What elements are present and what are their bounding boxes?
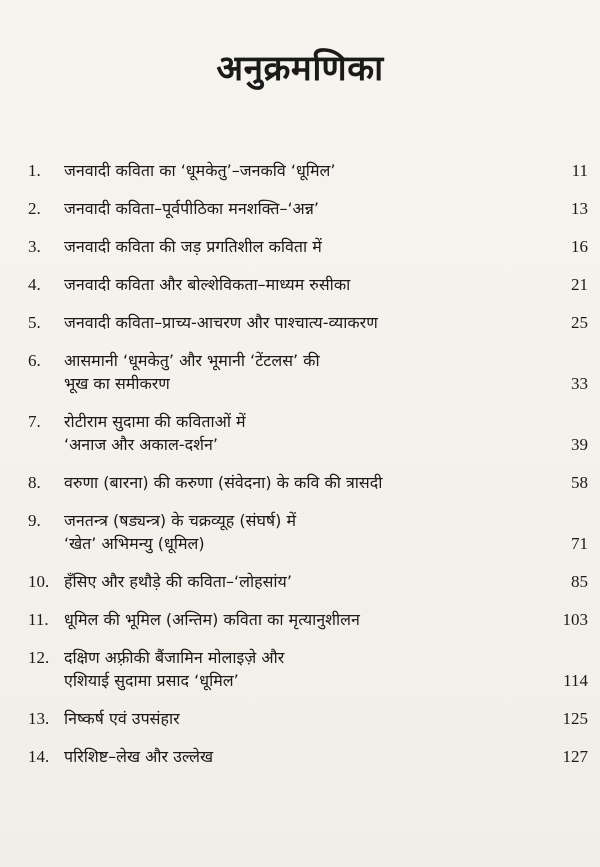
entry-title-line: ‘अनाज और अकाल-दर्शन’	[64, 435, 218, 454]
entry-title	[64, 410, 494, 456]
page-title: अनुक्रमणिका	[216, 49, 384, 89]
entry-page-number: 58	[571, 473, 588, 492]
toc-entry	[28, 471, 588, 494]
entry-title	[64, 509, 494, 555]
toc-entry	[28, 608, 588, 631]
entry-title-line: जनवादी कविता और बोल्शेविकता–माध्यम रुसीका	[64, 275, 351, 294]
entry-title-line: भूख का समीकरण	[64, 374, 170, 393]
entry-title	[64, 273, 494, 296]
entry-number: 13.	[28, 709, 50, 728]
entry-page-number: 39	[571, 435, 588, 454]
entry-title	[64, 646, 494, 692]
entry-title	[64, 570, 494, 593]
toc-entry	[28, 570, 588, 593]
entry-title	[64, 311, 494, 334]
entry-title-line: जनतन्त्र (षड्यन्त्र) के चक्रव्यूह (संघर्ष) में	[64, 511, 297, 530]
toc-entry	[28, 745, 588, 768]
entry-title	[64, 471, 494, 494]
toc-entry	[28, 349, 588, 395]
entry-title-line: जनवादी कविता की जड़ प्रगतिशील कविता में	[64, 237, 322, 256]
entry-page-number: 33	[571, 374, 588, 393]
entry-number: 6.	[28, 351, 41, 370]
entry-title	[64, 197, 494, 220]
toc-entry	[28, 273, 588, 296]
entry-page-number: 125	[562, 709, 588, 728]
entry-number: 2.	[28, 199, 41, 218]
entry-page-number: 85	[571, 572, 588, 591]
toc-entry	[28, 311, 588, 334]
entry-page-number: 11	[571, 161, 588, 180]
entry-number: 7.	[28, 412, 41, 431]
toc-entry	[28, 410, 588, 456]
entry-page-number: 25	[571, 313, 588, 332]
entry-number: 8.	[28, 473, 41, 492]
entry-title-line: धूमिल की भूमिल (अन्तिम) कविता का मृत्यानुशीलन	[64, 610, 360, 629]
entry-title-line: आसमानी ‘धूमकेतु’ और भूमानी ‘टेंटलस’ की	[64, 351, 320, 370]
entry-title-line: ‘खेत’ अभिमन्यु (धूमिल)	[64, 534, 205, 553]
entry-number: 9.	[28, 511, 41, 530]
entry-number: 4.	[28, 275, 41, 294]
entry-title-line: जनवादी कविता का ‘धूमकेतु’–जनकवि ‘धूमिल’	[64, 161, 336, 180]
entry-page-number: 71	[571, 534, 588, 553]
table-of-contents	[28, 159, 588, 768]
entry-title	[64, 349, 494, 395]
entry-page-number: 21	[571, 275, 588, 294]
entry-title	[64, 608, 494, 631]
entry-page-number: 103	[562, 610, 588, 629]
entry-title-line: परिशिष्ट–लेख और उल्लेख	[64, 747, 214, 766]
entry-title	[64, 707, 494, 730]
toc-entry	[28, 159, 588, 182]
entry-title-line: निष्कर्ष एवं उपसंहार	[64, 709, 180, 728]
toc-entry	[28, 235, 588, 258]
entry-number: 10.	[28, 572, 50, 591]
entry-number: 3.	[28, 237, 41, 256]
toc-entry	[28, 509, 588, 555]
entry-title-line: जनवादी कविता–पूर्वपीठिका मनशक्ति–‘अन्न’	[64, 199, 319, 218]
entry-title-line: दक्षिण अफ़्रीकी बैंजामिन मोलाइज़े और	[64, 648, 285, 667]
entry-number: 14.	[28, 747, 50, 766]
entry-title-line: एशियाई सुदामा प्रसाद ‘धूमिल’	[64, 671, 239, 690]
toc-entry	[28, 707, 588, 730]
entry-number: 12.	[28, 648, 50, 667]
toc-entry	[28, 646, 588, 692]
entry-number: 5.	[28, 313, 41, 332]
entry-title	[64, 235, 494, 258]
entry-number: 11.	[28, 610, 49, 629]
entry-title-line: रोटीराम सुदामा की कविताओं में	[64, 412, 246, 431]
entry-title	[64, 159, 494, 182]
entry-page-number: 127	[562, 747, 588, 766]
entry-title-line: वरुणा (बारना) की करुणा (संवेदना) के कवि की त्रासदी	[64, 473, 383, 492]
entry-title	[64, 745, 494, 768]
entry-page-number: 114	[563, 671, 588, 690]
entry-title-line: जनवादी कविता–प्राच्य-आचरण और पाश्चात्य-व्याकरण	[64, 313, 378, 332]
entry-number: 1.	[28, 161, 41, 180]
entry-page-number: 13	[571, 199, 588, 218]
entry-title-line: हँसिए और हथौड़े की कविता–‘लोहसांय’	[64, 572, 292, 591]
toc-entry	[28, 197, 588, 220]
entry-page-number: 16	[571, 237, 588, 256]
